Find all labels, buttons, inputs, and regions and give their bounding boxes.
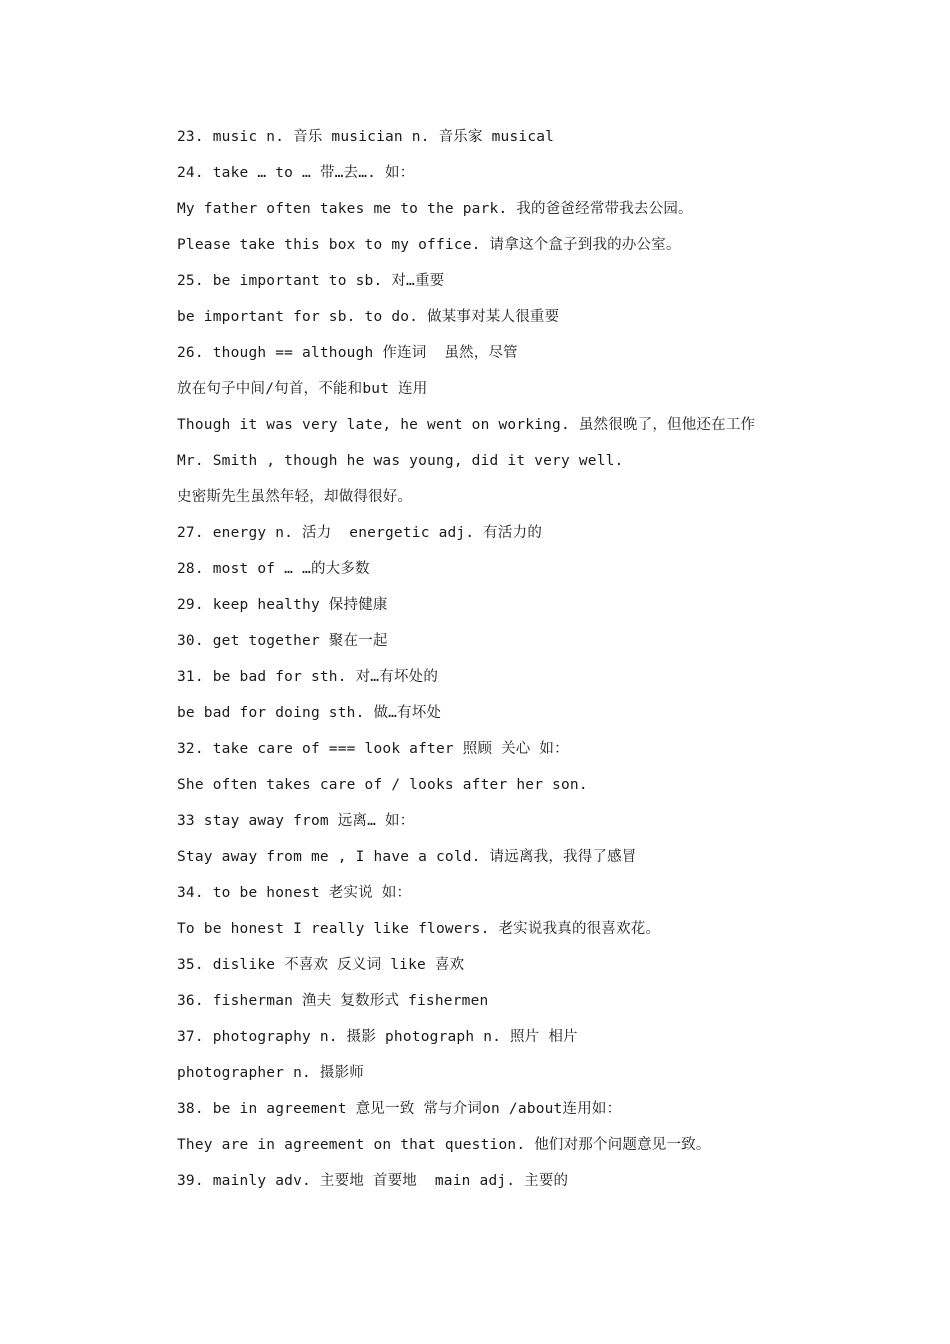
- text-line: 放在句子中间/句首，不能和but 连用: [177, 381, 428, 397]
- text-line: 26. though == although 作连词 虽然，尽管: [177, 345, 518, 361]
- text-line: Though it was very late, he went on working. 虽然很晚了，但他还在工作: [177, 417, 756, 433]
- text-line: Mr. Smith , though he was young, did it very well.: [177, 453, 624, 469]
- vocabulary-list: [177, 124, 897, 1204]
- text-line: She often takes care of / looks after her son.: [177, 777, 588, 793]
- text-line: photographer n. 摄影师: [177, 1065, 364, 1081]
- text-line: To be honest I really like flowers. 老实说我真的很喜欢花。: [177, 921, 661, 937]
- text-line: 37. photography n. 摄影 photograph n. 照片 相片: [177, 1029, 578, 1045]
- text-line: Stay away from me , I have a cold. 请远离我，我得了感冒: [177, 849, 637, 865]
- text-line: 30. get together 聚在一起: [177, 633, 388, 649]
- text-line: 25. be important to sb. 对…重要: [177, 273, 445, 289]
- text-line: 史密斯先生虽然年轻，却做得很好。: [177, 489, 413, 505]
- text-line: 39. mainly adv. 主要地 首要地 main adj. 主要的: [177, 1173, 569, 1189]
- text-line: 28. most of … …的大多数: [177, 561, 370, 577]
- text-line: 34. to be honest 老实说 如：: [177, 885, 412, 901]
- text-line: They are in agreement on that question. 他们对那个问题意见一致。: [177, 1137, 711, 1153]
- text-line: 23. music n. 音乐 musician n. 音乐家 musical: [177, 129, 555, 145]
- text-line: 36. fisherman 渔夫 复数形式 fishermen: [177, 993, 489, 1009]
- text-line: 35. dislike 不喜欢 反义词 like 喜欢: [177, 957, 465, 973]
- text-line: 32. take care of === look after 照顾 关心 如：: [177, 741, 569, 757]
- text-line: 29. keep healthy 保持健康: [177, 597, 388, 613]
- text-line: 24. take … to … 带…去…. 如：: [177, 165, 415, 181]
- text-line: 38. be in agreement 意见一致 常与介词on /about连用如：: [177, 1101, 622, 1117]
- text-line: 27. energy n. 活力 energetic adj. 有活力的: [177, 525, 543, 541]
- text-line: be bad for doing sth. 做…有坏处: [177, 705, 442, 721]
- text-line: be important for sb. to do. 做某事对某人很重要: [177, 309, 560, 325]
- text-line: 31. be bad for sth. 对…有坏处的: [177, 669, 439, 685]
- text-line: Please take this box to my office. 请拿这个盒子到我的办公室。: [177, 237, 681, 253]
- text-line: My father often takes me to the park. 我的爸爸经常带我去公园。: [177, 201, 693, 217]
- text-line: 33 stay away from 远离… 如：: [177, 813, 415, 829]
